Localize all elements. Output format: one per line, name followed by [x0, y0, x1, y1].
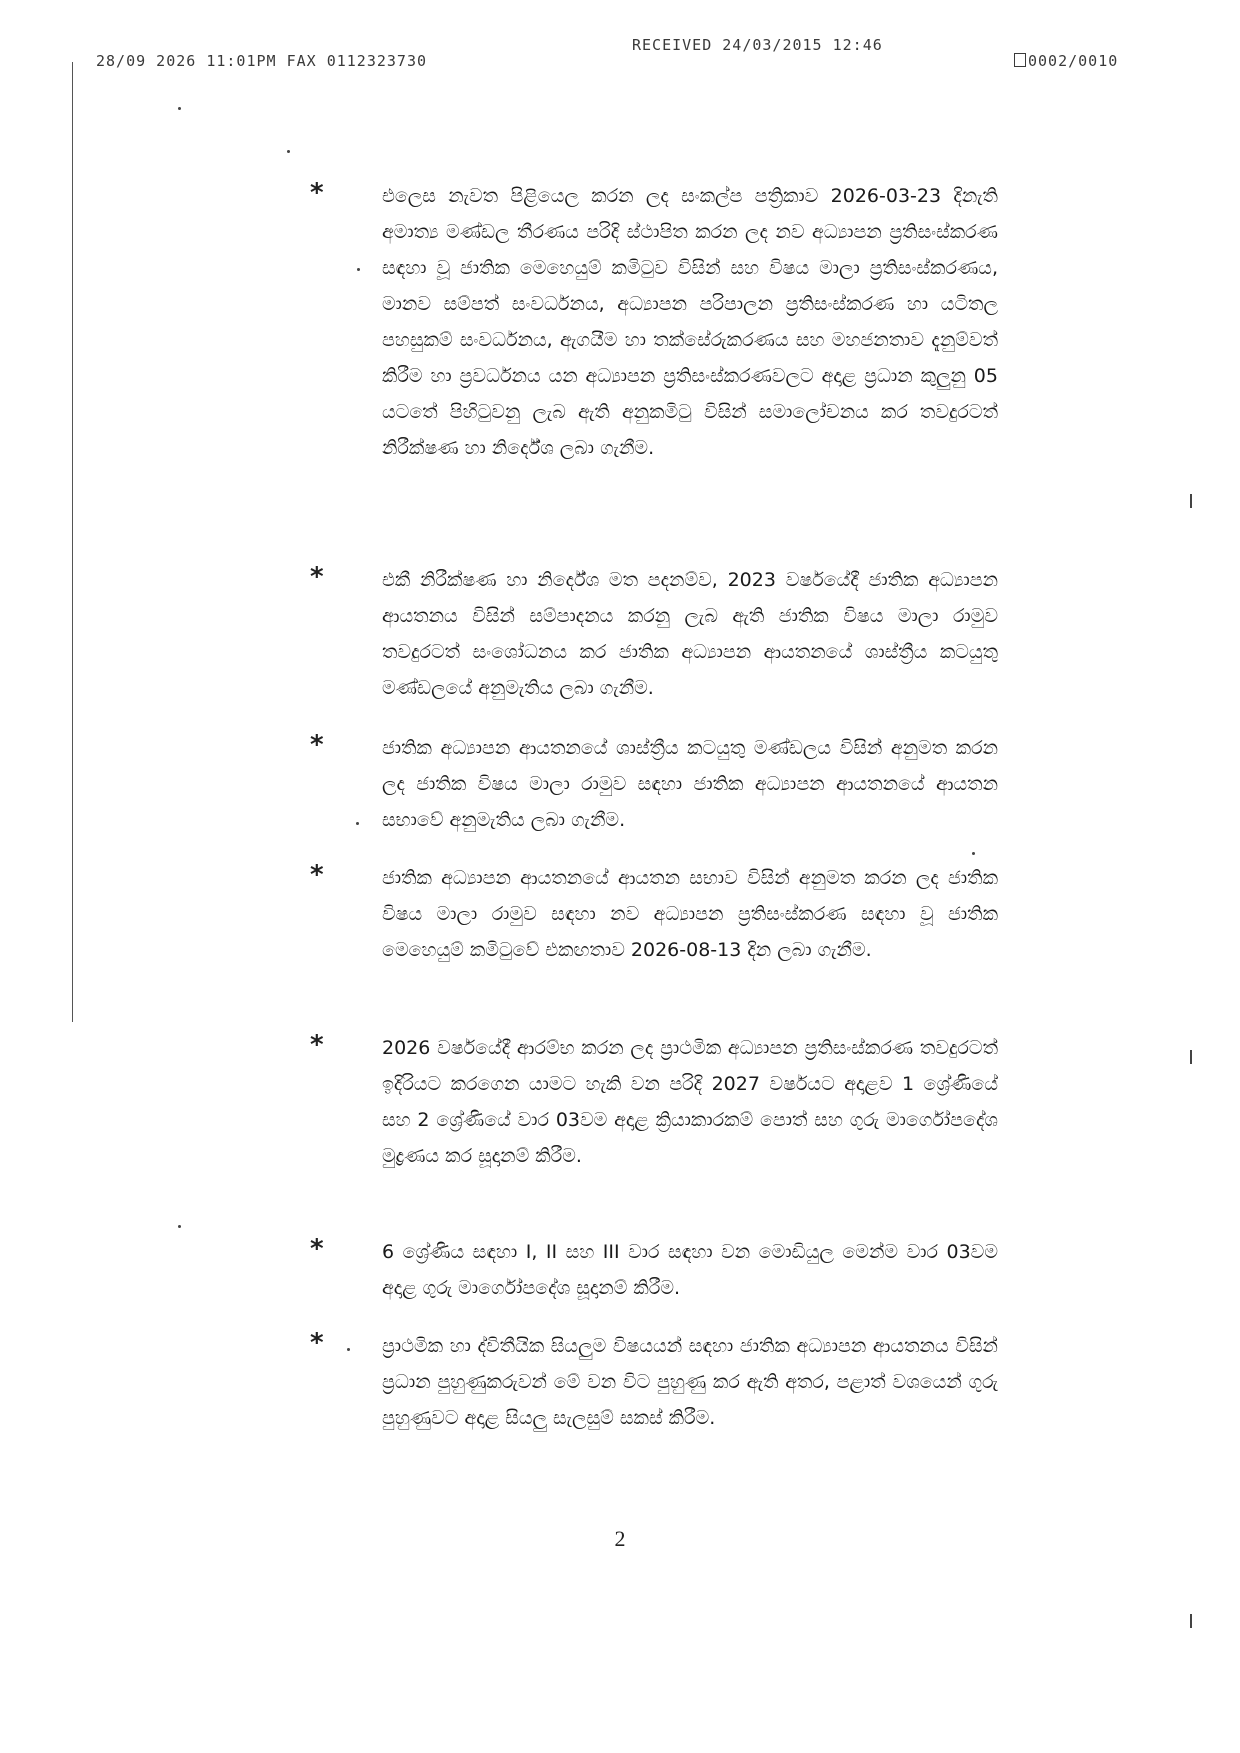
list-item — [310, 730, 998, 838]
list-item-text: 2026 වර්ෂයේදී ආරම්භ කරන ලද ප්‍රාථමික අධ්‍යාපන ප්‍රතිසංස්කරණ තවදුරටත් ඉදිරියට කරගෙන යාමට හැකි වන පරිදි 2027 වර්ෂයට අදාළව 1 ශ්‍රේණියේ සහ 2 ශ්‍රේණියේ වාර 03වම අදාළ ක්‍රියාකාරකම් පොත් සහ ගුරු මාර්ගෝපදේශ මුද්‍රණය කර සූදානම් කිරීම. — [382, 1037, 998, 1167]
list-item — [310, 178, 998, 466]
bullet-marker: * — [310, 562, 324, 592]
list-item-text: ජාතික අධ්‍යාපන ආයතනයේ ශාස්ත්‍රීය කටයුතු මණ්ඩලය විසින් අනුමත කරන ලද ජාතික විෂය මාලා රාමුව සඳහා ජාතික අධ්‍යාපන ආයතනයේ ආයතන සභාවේ අනුමැතිය ලබා ගැනීම. — [382, 737, 998, 831]
fax-page-counter-text: 0002/0010 — [1028, 52, 1119, 70]
fax-sent-line: 28/09 2026 11:01PM FAX 0112323730 — [96, 52, 428, 70]
list-item — [310, 1234, 998, 1306]
page-number: 2 — [614, 1526, 626, 1551]
bullet-marker: * — [310, 178, 324, 208]
bullet-marker: * — [310, 1328, 324, 1358]
list-item-text: ප්‍රාථමික හා ද්විතීයික සියලුම විෂයයන් සඳහා ජාතික අධ්‍යාපන ආයතනය විසින් ප්‍රධාන පුහුණුකරුවන් මේ වන විට පුහුණු කර ඇති අතර, පළාත් වශයෙන් ගුරු පුහුණුවට අදාළ සියලු සැලසුම් සකස් කිරීම. — [382, 1335, 998, 1429]
bullet-marker: * — [310, 1030, 324, 1060]
list-item-text: එකී නිරීක්ෂණ හා නිර්දේශ මත පදනම්ව, 2023 වර්ෂයේදී ජාතික අධ්‍යාපන ආයතනය විසින් සම්පාදනය කරනු ලැබ ඇති ජාතික විෂය මාලා රාමුව තවදුරටත් සංශෝධනය කර ජාතික අධ්‍යාපන ආයතනයේ ශාස්ත්‍රීය කටයුතු මණ්ඩලයේ අනුමැතිය ලබා ගැනීම. — [382, 569, 998, 699]
list-item-text: ජාතික අධ්‍යාපන ආයතනයේ ආයතන සභාව විසින් අනුමත කරන ලද ජාතික විෂය මාලා රාමුව සඳහා නව අධ්‍යාපන ප්‍රතිසංස්කරණ සඳහා වූ ජාතික මෙහෙයුම් කමිටුවේ එකඟතාව 2026-08-13 දින ලබා ගැනීම. — [382, 867, 998, 961]
fax-received-line: RECEIVED 24/03/2015 12:46 — [632, 36, 883, 54]
bullet-marker: * — [310, 1234, 324, 1264]
bullet-marker: * — [310, 730, 324, 760]
list-item — [310, 860, 998, 968]
list-item-text: 6 ශ්‍රේණිය සඳහා I, II සහ III වාර සඳහා වන මොඩියුල මෙන්ම වාර 03වම අදාළ ගුරු මාර්ගෝපදේශ සූදානම් කිරීම. — [382, 1241, 998, 1299]
list-item — [310, 1030, 998, 1174]
list-item-text: එලෙස නැවත පිළියෙල කරන ලද සංකල්ප පත්‍රිකාව 2026-03-23 දිනැති අමාත්‍ය මණ්ඩල තීරණය පරිදි ස්ථාපිත කරන ලද නව අධ්‍යාපන ප්‍රතිසංස්කරණ සඳහා වූ ජාතික මෙහෙයුම් කමිටුව විසින් සහ විෂය මාලා ප්‍රතිසංස්කරණය, මානව සම්පත් සංවර්ධනය, අධ්‍යාපන පරිපාලන ප්‍රතිසංස්කරණ හා යටිතල පහසුකම් සංවර්ධනය, ඇගයීම හා තක්සේරුකරණය සහ මහජනතාව දැනුම්වත් කිරීම හා ප්‍රවර්ධනය යන අධ්‍යාපන ප්‍රතිසංස්කරණවලට අදාළ ප්‍රධාන කුලුනු 05 යටතේ පිහිටුවනු ලැබ ඇති අනුකමිටු විසින් සමාලෝචනය කර තවදුරටත් නිරීක්ෂණ හා නිර්දේශ ලබා ගැනීම. — [382, 185, 998, 459]
bullet-marker: * — [310, 860, 324, 890]
list-item — [310, 1328, 998, 1436]
list-item — [310, 562, 998, 706]
